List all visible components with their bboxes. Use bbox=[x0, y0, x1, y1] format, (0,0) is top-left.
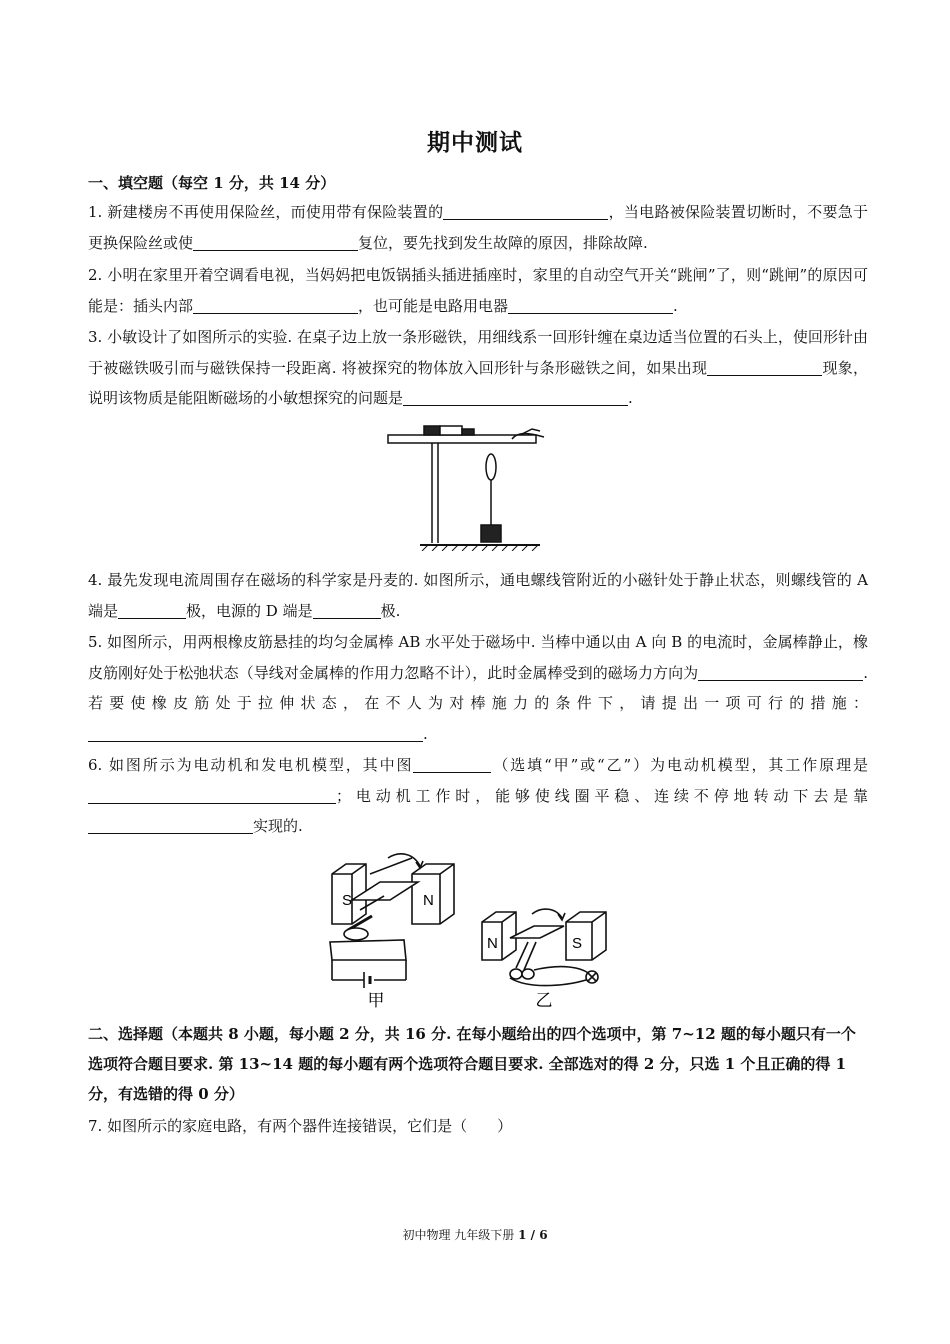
page-footer bbox=[0, 1226, 950, 1243]
answer-blank[interactable] bbox=[698, 662, 863, 681]
question-1-part-a: 1. 新建楼房不再使用保险丝，而使用带有保险装置的 bbox=[88, 203, 444, 221]
page-title: 期中测试 bbox=[427, 129, 523, 156]
question-5 bbox=[88, 627, 868, 749]
question-3-part-a: 3. 小敏设计了如图所示的实验. 在桌子边上放一条形磁铁，用细线系一回形针缠在桌边适当位置的石头上，使回形针由于被磁铁吸引而与磁铁保持一段距离. 将被探究的物体放入回形针与条形磁铁之间，如果出现 bbox=[88, 328, 868, 377]
section-fill-in-heading: 一、填空题（每空 1 分，共 14 分） bbox=[88, 174, 336, 192]
answer-blank[interactable] bbox=[193, 295, 358, 314]
question-6 bbox=[88, 750, 868, 842]
question-5-part-b: . 若要使橡皮筋处于拉伸状态，在不人为对棒施力的条件下，请提出一项可行的措施： bbox=[88, 663, 868, 712]
magnet-paperclip-figure bbox=[380, 425, 550, 551]
question-1-part-b: ，当电路被保险装置切断时，不要急于更换保险丝或使 bbox=[88, 203, 868, 252]
pole-label-s: S bbox=[342, 892, 353, 909]
question-4 bbox=[88, 565, 868, 626]
question-2-part-b: ，也可能是电路用电器 bbox=[358, 296, 509, 315]
question-6-part-b: （选填“甲”或“乙”）为电动机模型，其工作原理是 bbox=[491, 756, 868, 774]
answer-blank[interactable] bbox=[88, 785, 336, 804]
question-5-part-a: 5. 如图所示，用两根橡皮筋悬挂的均匀金属棒 AB 水平处于磁场中. 当棒中通以由 A 向 B 的电流时，金属棒静止，橡皮筋刚好处于松弛状态（导线对金属棒的作用力忽略不计），此时金属棒受到的磁场力方向为 bbox=[88, 633, 868, 682]
footer-subject: 初中物理 九年级下册 bbox=[402, 1228, 515, 1242]
answer-blank[interactable] bbox=[193, 232, 358, 251]
question-3 bbox=[88, 322, 868, 414]
answer-blank[interactable] bbox=[118, 600, 186, 619]
figure-label-jia: 甲 bbox=[367, 991, 385, 1011]
question-3-part-c: . bbox=[628, 389, 633, 407]
question-7: 7. 如图所示的家庭电路，有两个器件连接错误，它们是（ ） bbox=[88, 1117, 513, 1135]
footer-page-number: 1 / 6 bbox=[518, 1228, 548, 1242]
question-5-part-c: . bbox=[423, 724, 428, 743]
section-choice-heading: 二、选择题（本题共 8 小题，每小题 2 分，共 16 分. 在每小题给出的四个选项中，第 7~12 题的每小题只有一个选项符合题目要求. 第 13~14 题的每小题有两个选项符合题目要求. 全部选对的得 2 分，只选 1 个且正确的得 1 分，有选错的得 0 分） bbox=[88, 1025, 856, 1103]
question-6-part-d: 实现的. bbox=[253, 817, 303, 835]
answer-blank[interactable] bbox=[403, 387, 628, 406]
answer-blank[interactable] bbox=[443, 201, 608, 220]
question-3-part-b: 现象，说明该物质是能阻断磁场的小敏想探究的问题是 bbox=[88, 358, 868, 407]
answer-blank[interactable] bbox=[88, 815, 253, 834]
pole-label-n: N bbox=[423, 892, 434, 909]
answer-blank[interactable] bbox=[313, 600, 381, 619]
pole-label-n: N bbox=[487, 935, 498, 952]
question-2-part-c: . bbox=[673, 296, 678, 315]
question-4-part-c: 极. bbox=[380, 601, 401, 620]
figure-label-yi: 乙 bbox=[535, 991, 553, 1011]
motor-generator-figure bbox=[320, 852, 630, 1012]
question-6-part-c: ；电动机工作时，能够使线圈平稳、连续不停地转动下去是靠 bbox=[336, 786, 868, 805]
question-1 bbox=[88, 197, 868, 258]
pole-label-s: S bbox=[572, 935, 583, 952]
question-4-part-b: 极，电源的 D 端是 bbox=[186, 601, 313, 620]
question-2-part-a: 2. 小明在家里开着空调看电视，当妈妈把电饭锅插头插进插座时，家里的自动空气开关“跳闸”了，则“跳闸”的原因可能是：插头内部 bbox=[88, 266, 868, 315]
answer-blank[interactable] bbox=[413, 754, 491, 773]
answer-blank[interactable] bbox=[88, 723, 423, 742]
question-1-part-c: 复位，要先找到发生故障的原因，排除故障. bbox=[358, 233, 648, 252]
question-6-part-a: 6. 如图所示为电动机和发电机模型，其中图 bbox=[88, 756, 414, 774]
answer-blank[interactable] bbox=[508, 295, 673, 314]
question-2 bbox=[88, 260, 868, 321]
answer-blank[interactable] bbox=[707, 357, 822, 376]
question-4-part-a: 4. 最先发现电流周围存在磁场的科学家是丹麦的. 如图所示，通电螺线管附近的小磁针处于静止状态，则螺线管的 A 端是 bbox=[88, 571, 868, 620]
